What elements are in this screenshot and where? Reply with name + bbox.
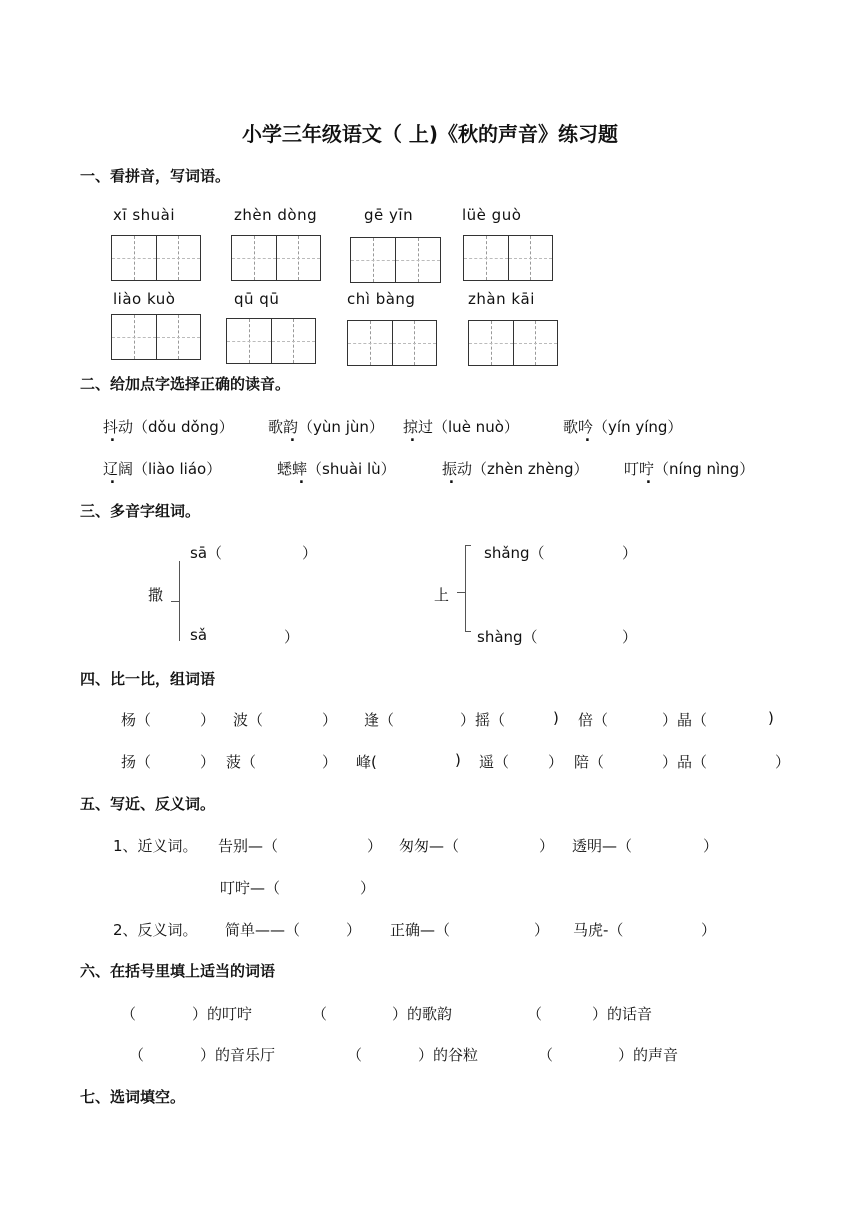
synonym-item: 匆匆—（ bbox=[399, 837, 460, 855]
writing-grid[interactable] bbox=[463, 235, 553, 281]
reading-item: 歌韵（yùn jùn） bbox=[268, 418, 384, 436]
word-compare: 波（ bbox=[233, 711, 264, 729]
word-compare: 倍（ bbox=[578, 711, 609, 729]
writing-grid[interactable] bbox=[468, 320, 558, 366]
synonym-item: ） bbox=[367, 837, 383, 855]
fill-phrase: ）的声音 bbox=[618, 1046, 679, 1064]
word-compare: ） bbox=[322, 753, 338, 771]
bracket-close: ） bbox=[622, 628, 638, 646]
antonym-item: ） bbox=[534, 921, 550, 939]
reading-item: 叮咛（níng nìng） bbox=[624, 460, 755, 478]
word-compare: ） bbox=[322, 711, 338, 729]
fill-phrase: ）的音乐厅 bbox=[200, 1046, 276, 1064]
pinyin-label: zhàn kāi bbox=[468, 290, 535, 308]
writing-grid[interactable] bbox=[350, 237, 441, 283]
fill-phrase: ）的谷粒 bbox=[418, 1046, 479, 1064]
reading-item: 歌吟（yín yíng） bbox=[563, 418, 683, 436]
polyphone-char: 上 bbox=[434, 586, 450, 604]
writing-grid[interactable] bbox=[111, 314, 201, 360]
bracket-close: ） bbox=[622, 544, 638, 562]
section-1-heading: 一、看拼音，写词语。 bbox=[80, 167, 231, 185]
antonym-item: 马虎-（ bbox=[573, 921, 624, 939]
word-compare: 杨（ bbox=[121, 711, 152, 729]
section-3-heading: 三、多音字组词。 bbox=[80, 502, 201, 520]
writing-grid[interactable] bbox=[231, 235, 321, 281]
fill-bracket: （ bbox=[347, 1046, 363, 1064]
reading-item: 辽阔（liào liáo） bbox=[103, 460, 222, 478]
fill-bracket: （ bbox=[121, 1005, 137, 1023]
synonym-item: 透明—（ bbox=[572, 837, 633, 855]
synonym-item: 告别—（ bbox=[218, 837, 279, 855]
fill-bracket: （ bbox=[538, 1046, 554, 1064]
fill-bracket: （ bbox=[527, 1005, 543, 1023]
reading-item: 掠过（luè nuò） bbox=[403, 418, 519, 436]
word-compare: 逢（ bbox=[364, 711, 395, 729]
pinyin-label: chì bàng bbox=[347, 290, 416, 308]
brace bbox=[179, 561, 180, 641]
reading-item: 抖动（dǒu dǒng） bbox=[103, 418, 234, 436]
section-7-heading: 七、选词填空。 bbox=[80, 1088, 186, 1106]
word-compare: ）品（ bbox=[662, 753, 708, 771]
pinyin-label: qū qū bbox=[234, 290, 280, 308]
fill-phrase: ）的叮咛 bbox=[192, 1005, 253, 1023]
word-compare: ）摇（ bbox=[460, 711, 506, 729]
synonym-item: ） bbox=[360, 879, 376, 897]
word-compare: 扬（ bbox=[121, 753, 152, 771]
synonym-item: ） bbox=[539, 837, 555, 855]
fill-bracket: （ bbox=[312, 1005, 328, 1023]
antonym-item: ） bbox=[701, 921, 717, 939]
word-compare: 陪（ bbox=[574, 753, 605, 771]
pinyin-label: zhèn dòng bbox=[234, 206, 318, 224]
word-compare: 遥（ bbox=[479, 753, 510, 771]
section-6-heading: 六、在括号里填上适当的词语 bbox=[80, 962, 276, 980]
polyphone-reading: sā（ bbox=[190, 544, 223, 562]
pinyin-label: xī shuài bbox=[113, 206, 176, 224]
writing-grid[interactable] bbox=[226, 318, 316, 364]
fill-phrase: ）的话音 bbox=[592, 1005, 653, 1023]
section-4-heading: 四、比一比，组词语 bbox=[80, 670, 216, 688]
pinyin-label: lüè guò bbox=[462, 206, 522, 224]
antonym-item: 简单——（ bbox=[225, 921, 301, 939]
polyphone-reading: shàng（ bbox=[477, 628, 538, 646]
bracket-close: ） bbox=[284, 628, 300, 646]
word-compare: ) bbox=[553, 709, 559, 727]
bracket-close: ） bbox=[302, 544, 318, 562]
polyphone-reading: shǎng（ bbox=[484, 544, 545, 562]
fill-bracket: （ bbox=[129, 1046, 145, 1064]
brace bbox=[465, 545, 466, 631]
section-5-heading: 五、写近、反义词。 bbox=[80, 795, 216, 813]
word-compare: ） bbox=[775, 753, 791, 771]
brace-tick bbox=[465, 631, 471, 632]
polyphone-char: 撒 bbox=[148, 586, 164, 604]
brace-tick bbox=[465, 545, 471, 546]
synonym-label: 1、近义词。 bbox=[113, 837, 198, 855]
reading-item: 蟋蟀（shuài lù） bbox=[277, 460, 396, 478]
synonym-item: 叮咛—（ bbox=[220, 879, 281, 897]
word-compare: ) bbox=[455, 751, 461, 769]
word-compare: ） bbox=[200, 711, 216, 729]
antonym-item: ） bbox=[346, 921, 362, 939]
word-compare: ）晶（ bbox=[662, 711, 708, 729]
word-compare: ） bbox=[200, 753, 216, 771]
word-compare: ) bbox=[768, 709, 774, 727]
word-compare: 峰( bbox=[356, 753, 377, 771]
antonym-label: 2、反义词。 bbox=[113, 921, 198, 939]
antonym-item: 正确—（ bbox=[390, 921, 451, 939]
brace-tick bbox=[457, 592, 465, 593]
pinyin-label: liào kuò bbox=[113, 290, 176, 308]
writing-grid[interactable] bbox=[347, 320, 437, 366]
reading-item: 振动（zhèn zhèng） bbox=[442, 460, 589, 478]
writing-grid[interactable] bbox=[111, 235, 201, 281]
polyphone-reading: sǎ bbox=[190, 626, 208, 644]
brace-tick bbox=[171, 601, 179, 602]
word-compare: ） bbox=[548, 753, 564, 771]
page-title: 小学三年级语文（ 上)《秋的声音》练习题 bbox=[241, 122, 619, 146]
word-compare: 菠（ bbox=[226, 753, 257, 771]
section-2-heading: 二、给加点字选择正确的读音。 bbox=[80, 375, 291, 393]
synonym-item: ） bbox=[703, 837, 719, 855]
pinyin-label: gē yīn bbox=[364, 206, 414, 224]
fill-phrase: ）的歌韵 bbox=[392, 1005, 453, 1023]
